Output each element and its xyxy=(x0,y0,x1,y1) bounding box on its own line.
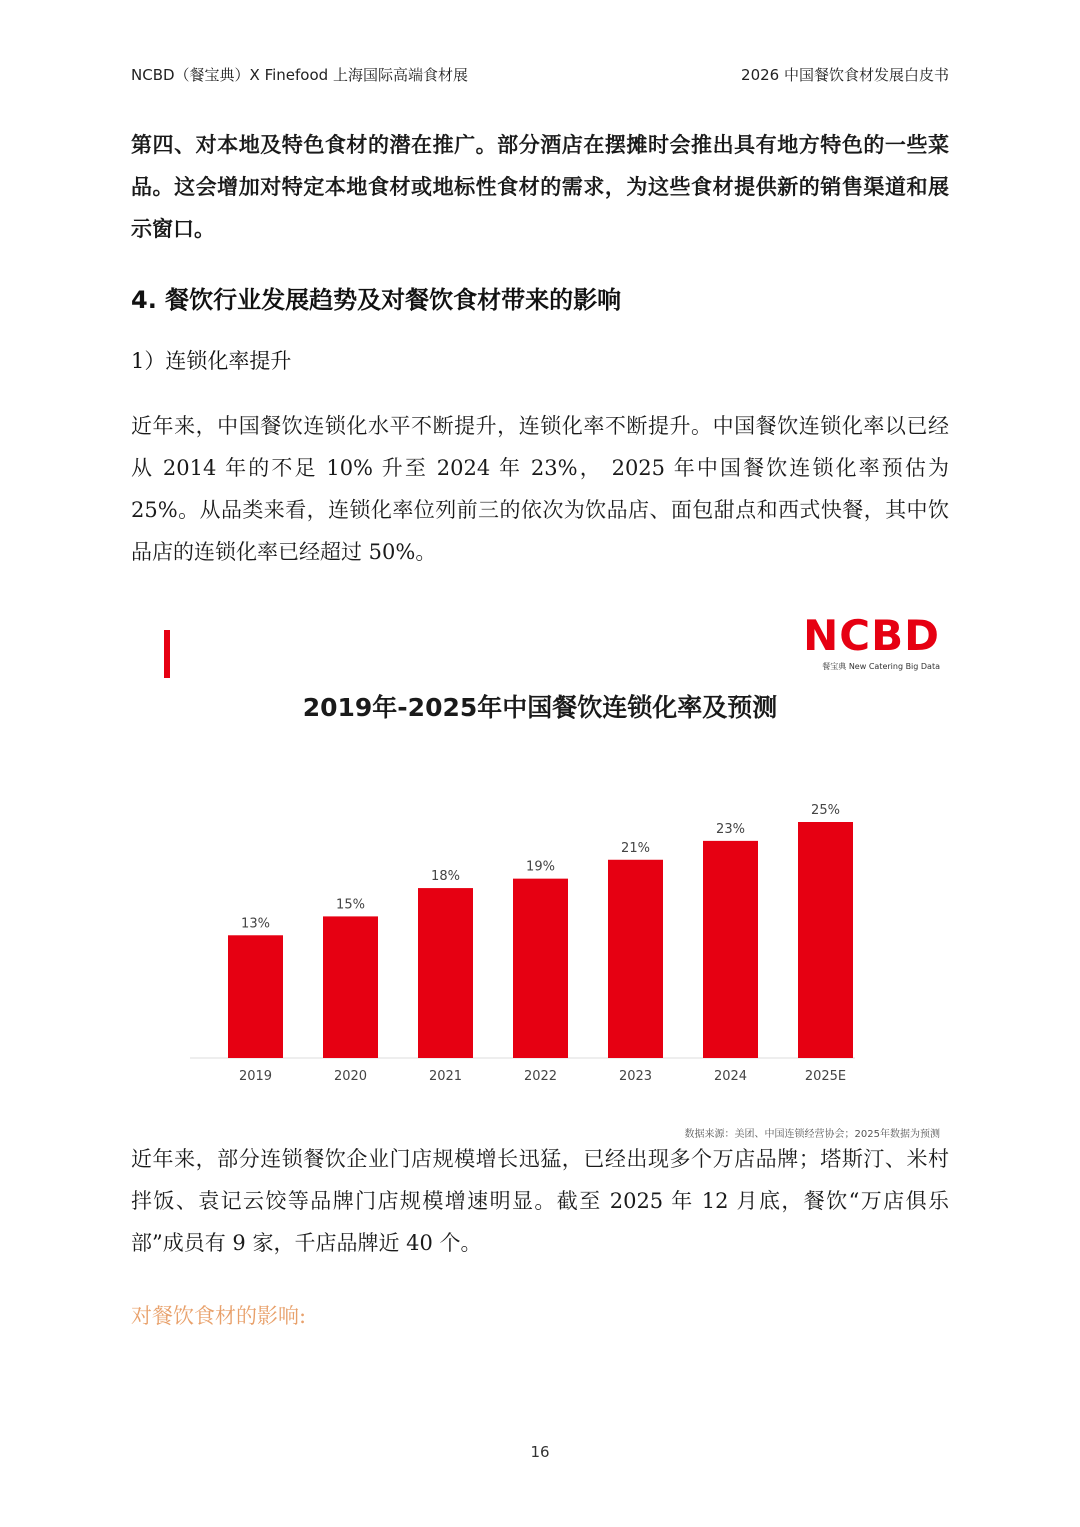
bar-chart xyxy=(150,780,950,1090)
page-number: 16 xyxy=(530,1443,550,1461)
bar-2022 xyxy=(513,879,568,1058)
chart-source: 数据来源：美团、中国连锁经营协会；2025年数据为预测 xyxy=(684,1129,940,1140)
ncbd-logo xyxy=(803,611,940,672)
bar-2025E xyxy=(798,822,853,1058)
value-label-2024: 23% xyxy=(716,821,745,837)
x-tick-2021: 2021 xyxy=(428,1069,463,1084)
x-tick-2024: 2024 xyxy=(713,1069,748,1084)
accent-bar xyxy=(164,630,170,678)
x-tick-2022: 2022 xyxy=(523,1069,558,1084)
chart-title: 2019年-2025年中国餐饮连锁化率及预测 xyxy=(302,693,778,722)
header-right: 2026 中国餐饮食材发展白皮书 xyxy=(741,66,949,84)
paragraph-store-scale: 近年来，部分连锁餐饮企业门店规模增长迅猛，已经出现多个万店品牌；塔斯汀、米村拌饭、袁记云饺等品牌门店规模增速明显。截至 2025 年 12 月底，餐饮“万店俱乐部”成员有 9 家，千店品牌近 40 个。 xyxy=(131,1147,949,1255)
x-tick-2025E: 2025E xyxy=(804,1069,847,1084)
bar-2020 xyxy=(323,916,378,1058)
x-tick-2020: 2020 xyxy=(333,1069,368,1084)
logo-text: NCBD xyxy=(803,611,940,660)
header-left: NCBD（餐宝典）X Finefood 上海国际高端食材展 xyxy=(131,66,468,84)
intro-paragraph: 第四、对本地及特色食材的潜在推广。部分酒店在摆摊时会推出具有地方特色的一些菜品。这会增加对特定本地食材或地标性食材的需求，为这些食材提供新的销售渠道和展示窗口。 xyxy=(131,132,949,241)
value-label-2025E: 25% xyxy=(811,803,840,818)
impact-heading: 对餐饮食材的影响: xyxy=(131,1304,307,1328)
value-label-2021: 18% xyxy=(431,869,460,885)
section-title: 4. 餐饮行业发展趋势及对餐饮食材带来的影响 xyxy=(131,286,622,314)
value-label-2020: 15% xyxy=(336,897,365,913)
bar-2024 xyxy=(703,841,758,1058)
subsection-title: 1）连锁化率提升 xyxy=(131,349,292,373)
paragraph-chain-rate: 近年来，中国餐饮连锁化水平不断提升，连锁化率不断提升。中国餐饮连锁化率以已经从 2014 年的不足 10% 升至 2024 年 23%， 2025 年中国餐饮连锁化率预估为 25%。从品类来看，连锁化率位列前三的依次为饮品店、面包甜点和西式快餐，其中饮品店的连锁化率已经超过 50%。 xyxy=(131,414,949,564)
value-label-2023: 21% xyxy=(621,840,650,856)
chart-figure xyxy=(150,610,950,1140)
value-label-2022: 19% xyxy=(526,859,555,875)
value-label-2019: 13% xyxy=(241,916,270,932)
x-tick-2023: 2023 xyxy=(618,1069,653,1084)
logo-subtitle: 餐宝典 New Catering Big Data xyxy=(822,662,940,671)
x-tick-2019: 2019 xyxy=(238,1069,273,1084)
bar-2023 xyxy=(608,860,663,1058)
bar-2019 xyxy=(228,935,283,1058)
bar-2021 xyxy=(418,888,473,1058)
